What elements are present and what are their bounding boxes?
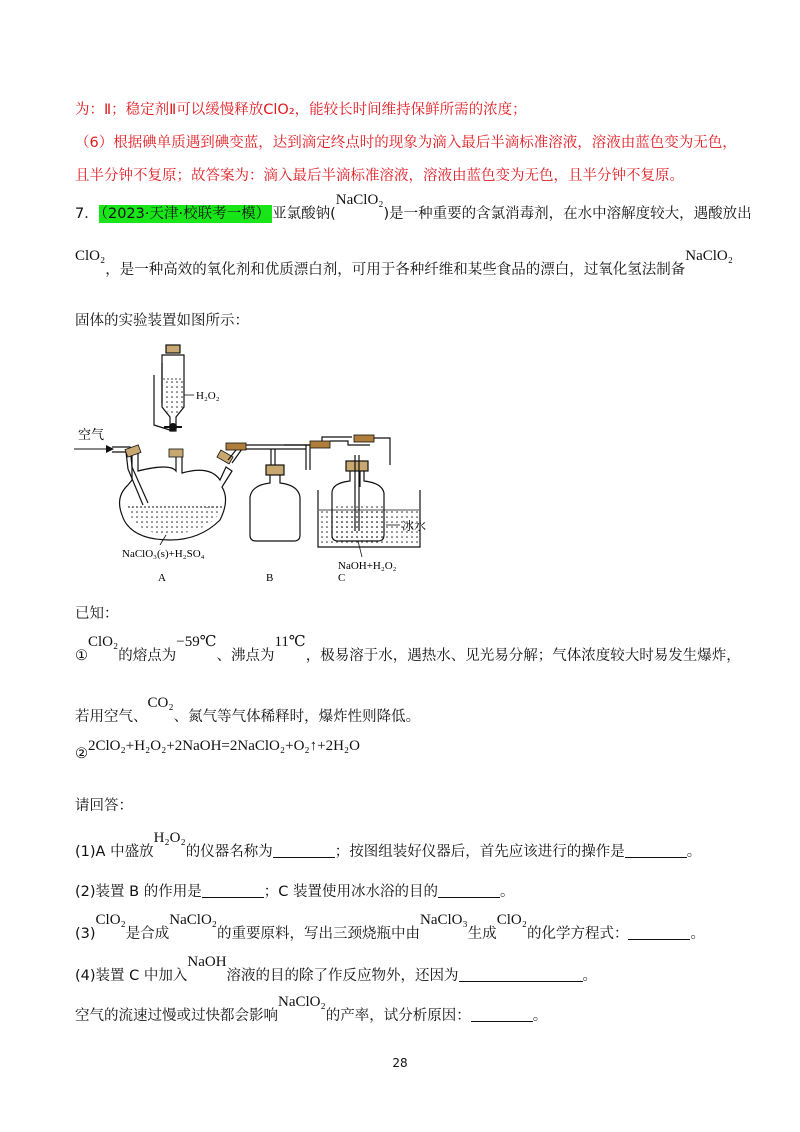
apparatus-diagram	[70, 335, 440, 585]
known-2-equation: 2ClO₂+H₂O₂+2NaOH=2NaClO₂+O₂↑+2H₂O	[88, 738, 360, 754]
q3-text-c: 的重要原料，写出三颈烧瓶中由	[217, 926, 421, 942]
label-c-reagent: NaOH+H₂O₂	[338, 560, 397, 572]
q3-blank[interactable]	[628, 925, 690, 940]
formula-naclo2-2: NaClO₂	[685, 248, 733, 264]
q2-text-b: ；C 装置使用冰水浴的目的	[263, 884, 438, 900]
q4-formula: NaOH	[187, 954, 227, 970]
question-7-line-1	[75, 192, 752, 223]
arrow-icon	[74, 445, 114, 453]
known-1-text-c: ，极易溶于水，遇热水、见光易分解；气体浓度较大时易发生爆炸，	[305, 648, 741, 664]
source-tag: （2023·天津·校联考一模）	[100, 206, 271, 222]
q3-formula-4: ClO₂	[496, 912, 527, 928]
q2-end: 。	[499, 884, 515, 900]
answer-line-3: 且半分钟不复原；故答案为：滴入最后半滴标准溶液，溶液由蓝色变为无色，且半分钟不复原。	[75, 168, 684, 184]
question-7-line-3: 固体的实验装置如图所示：	[75, 313, 249, 329]
q2-blank-1[interactable]	[202, 883, 264, 898]
question-7-line-2	[75, 248, 733, 279]
known-1-co2: CO₂	[147, 695, 174, 711]
known-1-boiling-point: 11℃	[274, 634, 306, 650]
q7-text-b: )是一种重要的含氯消毒剂，在水中溶解度较大，遇酸放出	[383, 206, 752, 222]
q4-end: 。	[582, 968, 598, 984]
q3-formula-2: NaClO₂	[169, 912, 218, 928]
page-number: 28	[392, 1056, 408, 1070]
answer-line-1: 为：Ⅱ；稳定剂Ⅱ可以缓慢释放ClO₂，能较长时间维持保鲜所需的浓度；	[75, 102, 527, 118]
label-air: 空气	[78, 427, 105, 442]
q1-text-b: 的仪器名称为	[185, 844, 273, 860]
q5-formula: NaClO₂	[278, 994, 326, 1010]
q4-blank[interactable]	[459, 967, 583, 982]
question-2	[75, 880, 514, 901]
known-1-text-a: 的熔点为	[118, 648, 177, 664]
question-4	[75, 954, 598, 985]
q5-text-a: 空气的流速过慢或过快都会影响	[75, 1008, 278, 1024]
label-a: A	[158, 572, 166, 584]
q3-text-e: 的化学方程式：	[526, 926, 629, 942]
answer-line-2: （6）根据碘单质遇到碘变蓝，达到滴定终点时的现象为滴入最后半滴标准溶液，溶液由蓝色变为无色，	[75, 135, 737, 151]
question-5	[75, 994, 548, 1025]
known-title: 已知：	[75, 606, 119, 622]
known-1-line-1	[75, 634, 741, 665]
label-b: B	[266, 572, 274, 584]
q4-text-b: 溶液的目的除了作反应物外，还因为	[226, 968, 459, 984]
question-number: 7．	[75, 206, 99, 222]
known-1-text-b: 、沸点为	[216, 648, 275, 664]
formula-clo2: ClO₂	[75, 248, 106, 264]
q3-text-a: (3)	[75, 926, 96, 942]
q1-formula: H₂O₂	[153, 830, 186, 846]
q3-text-d: 生成	[467, 926, 497, 942]
q5-text-b: 的产率，试分析原因：	[325, 1008, 471, 1024]
q1-blank-1[interactable]	[273, 843, 335, 858]
known-1-melting-point: −59℃	[176, 634, 217, 650]
question-3	[75, 912, 705, 943]
q3-formula-3: NaClO₃	[420, 912, 468, 928]
known-2	[75, 738, 360, 763]
formula-naclo2: NaClO₂	[335, 192, 384, 208]
known-1-text-e: 、氮气等气体稀释时，爆炸性则降低。	[173, 709, 421, 725]
q5-blank[interactable]	[471, 1007, 533, 1022]
label-h2o2: H₂O₂	[196, 390, 220, 402]
label-flask-reagent: NaClO₃(s)+H₂SO₄	[122, 548, 205, 560]
q4-text-a: (4)装置 C 中加入	[75, 968, 188, 984]
questions-intro: 请回答：	[75, 798, 133, 814]
q2-text-a: (2)装置 B 的作用是	[75, 884, 202, 900]
q3-end: 。	[690, 926, 705, 942]
q1-end: 。	[686, 844, 702, 860]
label-c: C	[338, 572, 346, 584]
label-ice-water: 冰水	[402, 519, 427, 533]
bottle-b	[250, 465, 300, 541]
q7-text-a: 亚氯酸钠(	[272, 206, 336, 222]
q1-text-c: ；按图组装好仪器后，首先应该进行的操作是	[334, 844, 625, 860]
q3-formula-1: ClO₂	[95, 912, 126, 928]
q1-text-a: (1)A 中盛放	[75, 844, 154, 860]
question-1	[75, 830, 702, 861]
known-1-text-d: 若用空气、	[75, 709, 148, 725]
q3-text-b: 是合成	[125, 926, 170, 942]
q5-end: 。	[532, 1008, 548, 1024]
q1-blank-2[interactable]	[625, 843, 687, 858]
known-2-number: ②	[75, 746, 88, 762]
known-1-formula: ClO₂	[88, 634, 119, 650]
q2-blank-2[interactable]	[438, 883, 500, 898]
known-1-line-2	[75, 695, 421, 726]
q7-text-c: ，是一种高效的氧化剂和优质漂白剂，可用于各种纤维和某些食品的漂白，过氧化氢法制备	[105, 262, 686, 278]
known-1-number: ①	[75, 648, 88, 664]
